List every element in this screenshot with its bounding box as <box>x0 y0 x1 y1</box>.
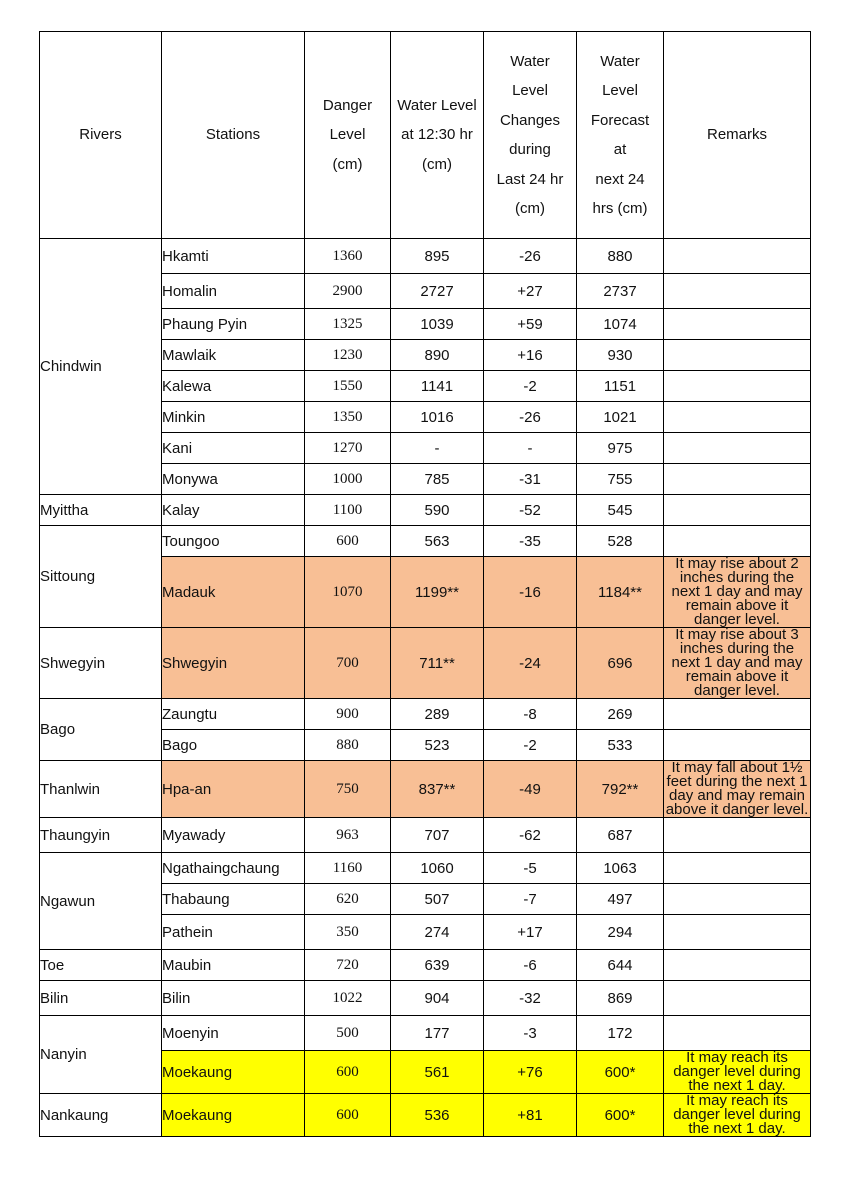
river-cell: Bago <box>40 699 162 761</box>
header-row <box>40 32 811 239</box>
table-row <box>40 1016 811 1051</box>
level-cell: 707 <box>391 818 484 853</box>
forecast-cell: 755 <box>577 464 664 495</box>
level-cell: 563 <box>391 526 484 557</box>
remark-cell <box>664 340 811 371</box>
danger-cell: 1360 <box>305 239 391 274</box>
level-cell: 507 <box>391 884 484 915</box>
remark-cell <box>664 371 811 402</box>
danger-cell: 880 <box>305 730 391 761</box>
station-cell: Shwegyin <box>162 628 305 699</box>
table-row <box>40 495 811 526</box>
forecast-cell: 497 <box>577 884 664 915</box>
change-cell: -2 <box>484 730 577 761</box>
level-cell: 1016 <box>391 402 484 433</box>
forecast-header: Water Level Forecast at next 24 hrs (cm) <box>577 32 664 239</box>
forecast-cell: 1074 <box>577 309 664 340</box>
station-cell: Moenyin <box>162 1016 305 1051</box>
level-cell: 590 <box>391 495 484 526</box>
level-cell: 523 <box>391 730 484 761</box>
station-cell: Monywa <box>162 464 305 495</box>
danger-level-header: Danger Level (cm) <box>305 32 391 239</box>
forecast-cell: 600* <box>577 1051 664 1094</box>
table-row <box>40 853 811 884</box>
forecast-cell: 269 <box>577 699 664 730</box>
remark-cell: It may reach its danger level during the next 1 day. <box>664 1094 811 1137</box>
change-cell: -49 <box>484 761 577 818</box>
level-cell: 561 <box>391 1051 484 1094</box>
table-row <box>40 628 811 699</box>
forecast-cell: 2737 <box>577 274 664 309</box>
danger-cell: 963 <box>305 818 391 853</box>
station-cell: Bilin <box>162 981 305 1016</box>
level-cell: 639 <box>391 950 484 981</box>
station-cell: Bago <box>162 730 305 761</box>
danger-cell: 1350 <box>305 402 391 433</box>
change-cell: -6 <box>484 950 577 981</box>
danger-cell: 1230 <box>305 340 391 371</box>
station-cell: Pathein <box>162 915 305 950</box>
forecast-cell: 792** <box>577 761 664 818</box>
danger-cell: 2900 <box>305 274 391 309</box>
table-row <box>40 981 811 1016</box>
forecast-cell: 1184** <box>577 557 664 628</box>
change-cell: -24 <box>484 628 577 699</box>
remark-cell <box>664 402 811 433</box>
station-cell: Kani <box>162 433 305 464</box>
forecast-cell: 644 <box>577 950 664 981</box>
forecast-cell: 1063 <box>577 853 664 884</box>
station-cell: Kalay <box>162 495 305 526</box>
station-cell: Ngathaingchaung <box>162 853 305 884</box>
remark-cell <box>664 464 811 495</box>
station-cell: Toungoo <box>162 526 305 557</box>
level-cell: 177 <box>391 1016 484 1051</box>
change-cell: +17 <box>484 915 577 950</box>
danger-cell: 600 <box>305 1051 391 1094</box>
change-cell: +76 <box>484 1051 577 1094</box>
change-cell: -7 <box>484 884 577 915</box>
forecast-cell: 528 <box>577 526 664 557</box>
station-cell: Mawlaik <box>162 340 305 371</box>
station-cell: Homalin <box>162 274 305 309</box>
change-cell: -3 <box>484 1016 577 1051</box>
change-cell: -26 <box>484 239 577 274</box>
station-cell: Minkin <box>162 402 305 433</box>
change-cell: -8 <box>484 699 577 730</box>
danger-cell: 1070 <box>305 557 391 628</box>
station-cell: Myawady <box>162 818 305 853</box>
level-cell: 837** <box>391 761 484 818</box>
change-cell: -52 <box>484 495 577 526</box>
level-change-header: Water Level Changes during Last 24 hr (cm) <box>484 32 577 239</box>
level-cell: 1060 <box>391 853 484 884</box>
change-cell: -31 <box>484 464 577 495</box>
river-cell: Thanlwin <box>40 761 162 818</box>
river-cell: Nanyin <box>40 1016 162 1094</box>
station-cell: Phaung Pyin <box>162 309 305 340</box>
forecast-cell: 1021 <box>577 402 664 433</box>
change-cell: -2 <box>484 371 577 402</box>
forecast-cell: 533 <box>577 730 664 761</box>
forecast-cell: 1151 <box>577 371 664 402</box>
change-cell: +27 <box>484 274 577 309</box>
river-cell: Shwegyin <box>40 628 162 699</box>
danger-cell: 620 <box>305 884 391 915</box>
remark-cell <box>664 818 811 853</box>
station-cell: Moekaung <box>162 1051 305 1094</box>
station-cell: Moekaung <box>162 1094 305 1137</box>
level-cell: 890 <box>391 340 484 371</box>
level-cell: 1141 <box>391 371 484 402</box>
level-cell: 274 <box>391 915 484 950</box>
remark-cell <box>664 915 811 950</box>
forecast-cell: 869 <box>577 981 664 1016</box>
stations-header: Stations <box>162 32 305 239</box>
forecast-cell: 545 <box>577 495 664 526</box>
remark-cell <box>664 495 811 526</box>
remark-cell <box>664 950 811 981</box>
station-cell: Zaungtu <box>162 699 305 730</box>
station-cell: Kalewa <box>162 371 305 402</box>
water-level-table <box>39 31 811 1137</box>
level-cell: 895 <box>391 239 484 274</box>
station-cell: Thabaung <box>162 884 305 915</box>
forecast-cell: 975 <box>577 433 664 464</box>
remark-cell: It may rise about 3 inches during the next 1 day and may remain above it danger level. <box>664 628 811 699</box>
danger-cell: 1270 <box>305 433 391 464</box>
change-cell: -62 <box>484 818 577 853</box>
river-cell: Bilin <box>40 981 162 1016</box>
forecast-cell: 294 <box>577 915 664 950</box>
level-cell: 904 <box>391 981 484 1016</box>
danger-cell: 1100 <box>305 495 391 526</box>
danger-cell: 1022 <box>305 981 391 1016</box>
table-row <box>40 1094 811 1137</box>
remark-cell <box>664 526 811 557</box>
danger-cell: 750 <box>305 761 391 818</box>
remark-cell: It may reach its danger level during the next 1 day. <box>664 1051 811 1094</box>
station-cell: Hkamti <box>162 239 305 274</box>
danger-cell: 1325 <box>305 309 391 340</box>
danger-cell: 1000 <box>305 464 391 495</box>
forecast-cell: 880 <box>577 239 664 274</box>
water-level-header: Water Level at 12:30 hr (cm) <box>391 32 484 239</box>
remark-cell <box>664 699 811 730</box>
level-cell: 289 <box>391 699 484 730</box>
table-row <box>40 950 811 981</box>
level-cell: 1039 <box>391 309 484 340</box>
danger-cell: 350 <box>305 915 391 950</box>
remark-cell <box>664 884 811 915</box>
change-cell: +81 <box>484 1094 577 1137</box>
river-cell: Thaungyin <box>40 818 162 853</box>
remark-cell: It may rise about 2 inches during the next 1 day and may remain above it danger level. <box>664 557 811 628</box>
table-row <box>40 818 811 853</box>
remark-cell <box>664 239 811 274</box>
danger-cell: 600 <box>305 526 391 557</box>
station-cell: Maubin <box>162 950 305 981</box>
change-cell: +16 <box>484 340 577 371</box>
remark-cell: It may fall about 1½ feet during the next 1 day and may remain above it danger level. <box>664 761 811 818</box>
remark-cell <box>664 433 811 464</box>
river-cell: Sittoung <box>40 526 162 628</box>
station-cell: Hpa-an <box>162 761 305 818</box>
level-cell: 1199** <box>391 557 484 628</box>
level-cell: - <box>391 433 484 464</box>
forecast-cell: 687 <box>577 818 664 853</box>
table-row <box>40 699 811 730</box>
table-row <box>40 239 811 274</box>
change-cell: -16 <box>484 557 577 628</box>
change-cell: - <box>484 433 577 464</box>
danger-cell: 600 <box>305 1094 391 1137</box>
level-cell: 785 <box>391 464 484 495</box>
change-cell: -35 <box>484 526 577 557</box>
danger-cell: 1160 <box>305 853 391 884</box>
level-cell: 2727 <box>391 274 484 309</box>
table-row <box>40 526 811 557</box>
change-cell: +59 <box>484 309 577 340</box>
river-cell: Myittha <box>40 495 162 526</box>
river-cell: Nankaung <box>40 1094 162 1137</box>
change-cell: -26 <box>484 402 577 433</box>
remark-cell <box>664 274 811 309</box>
remark-cell <box>664 981 811 1016</box>
remark-cell <box>664 1016 811 1051</box>
danger-cell: 720 <box>305 950 391 981</box>
table-row <box>40 761 811 818</box>
forecast-cell: 696 <box>577 628 664 699</box>
level-cell: 536 <box>391 1094 484 1137</box>
station-cell: Madauk <box>162 557 305 628</box>
danger-cell: 500 <box>305 1016 391 1051</box>
river-cell: Chindwin <box>40 239 162 495</box>
river-cell: Ngawun <box>40 853 162 950</box>
river-cell: Toe <box>40 950 162 981</box>
danger-cell: 900 <box>305 699 391 730</box>
forecast-cell: 600* <box>577 1094 664 1137</box>
change-cell: -32 <box>484 981 577 1016</box>
change-cell: -5 <box>484 853 577 884</box>
danger-cell: 700 <box>305 628 391 699</box>
forecast-cell: 930 <box>577 340 664 371</box>
rivers-header: Rivers <box>40 32 162 239</box>
forecast-cell: 172 <box>577 1016 664 1051</box>
remarks-header: Remarks <box>664 32 811 239</box>
danger-cell: 1550 <box>305 371 391 402</box>
remark-cell <box>664 309 811 340</box>
level-cell: 711** <box>391 628 484 699</box>
remark-cell <box>664 730 811 761</box>
remark-cell <box>664 853 811 884</box>
